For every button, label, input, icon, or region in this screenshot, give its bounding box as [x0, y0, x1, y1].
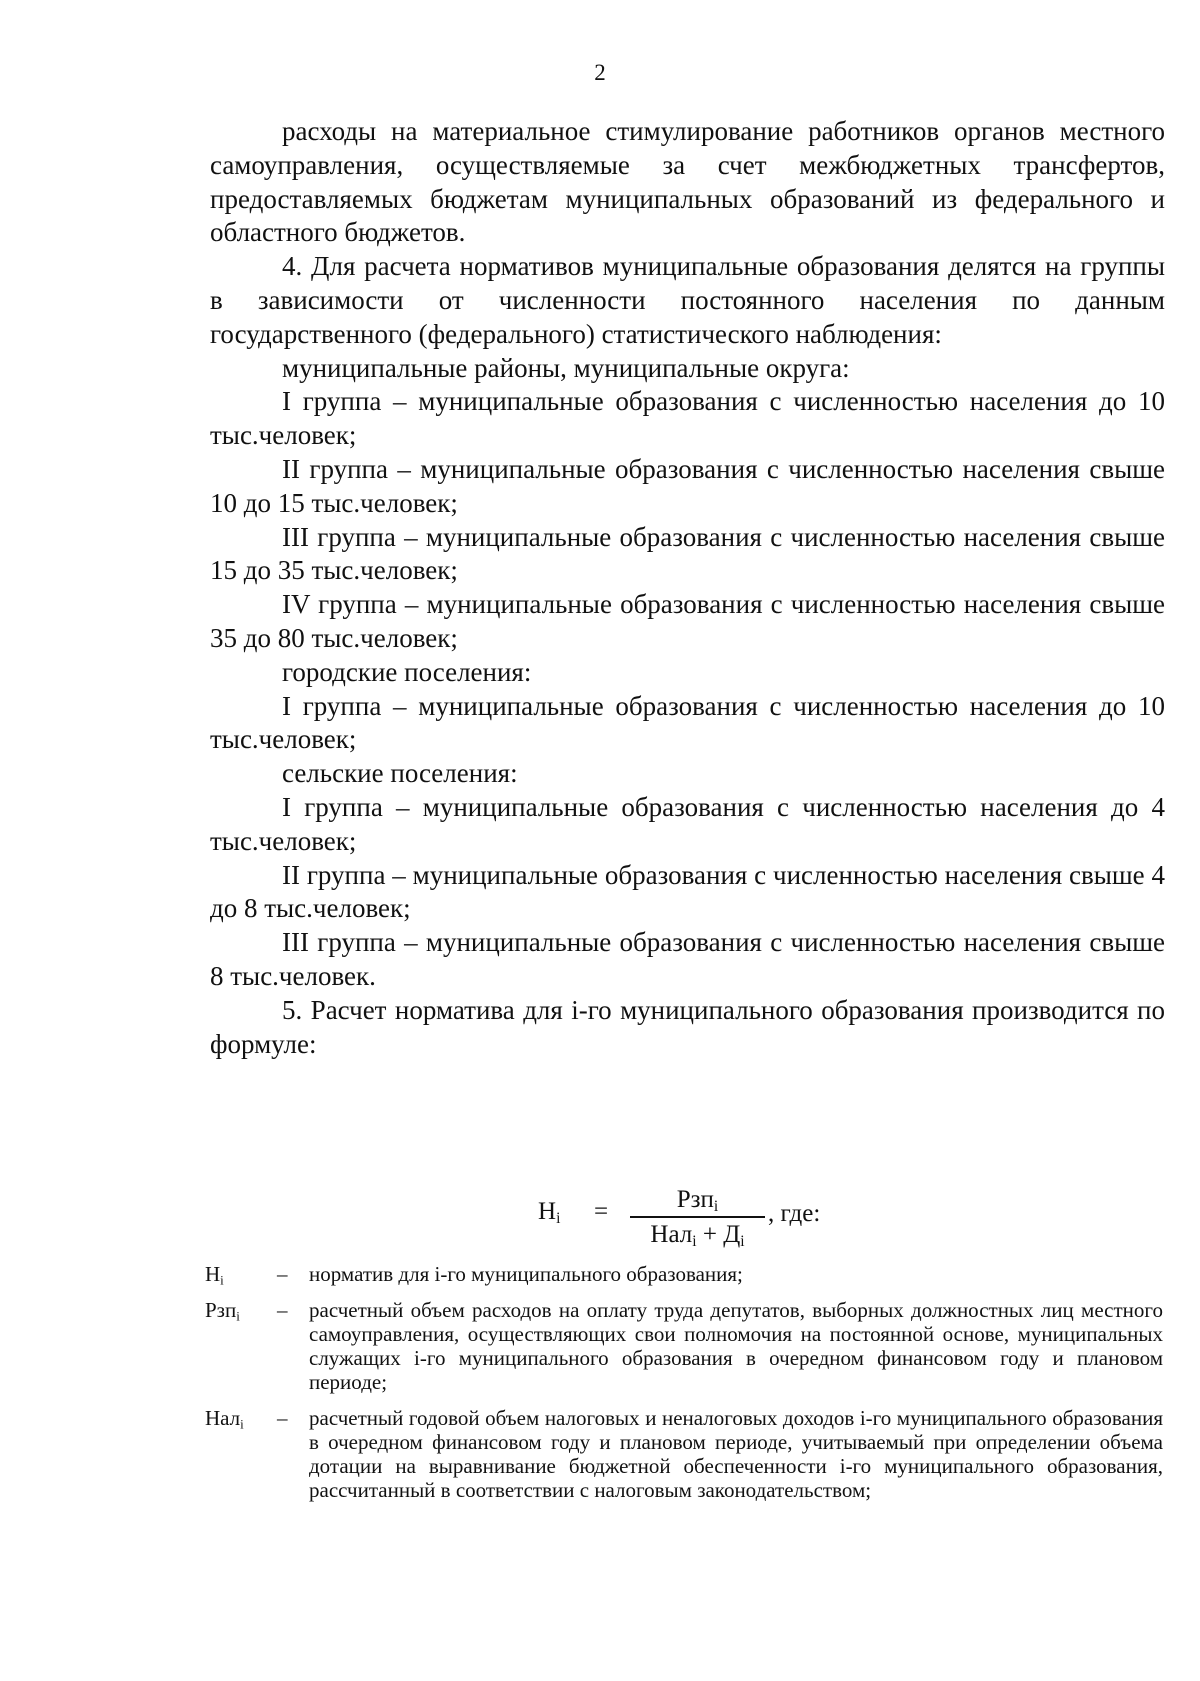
- paragraph: II группа – муниципальные образования с численностью населения свыше 4 до 8 тыс.человек;: [210, 859, 1165, 924]
- paragraph: расходы на материальное стимулирование работников органов местного самоуправления, осуществляемые за счет межбюджетных трансфертов, предоставляемых бюджетам муниципальных образований из федерального и областного бюджетов.: [210, 116, 1165, 248]
- paragraph: сельские поселения:: [282, 758, 518, 789]
- body-text: [210, 115, 1165, 1061]
- definition-text: расчетный годовой объем налоговых и неналоговых доходов i-го муниципального образования в очередном финансовом году и плановом периоде, учитываемый при определении объема дотации на выравнивание бюджетной обеспеченности i-го муниципального образования, рассчитанный в соответствии с налоговым законодательством;: [309, 1406, 1163, 1502]
- definition-dash: –: [277, 1262, 288, 1286]
- paragraph: IV группа – муниципальные образования с численностью населения свыше 35 до 80 тыс.человек;: [210, 589, 1165, 653]
- paragraph: I группа – муниципальные образования с численностью населения до 10 тыс.человек;: [210, 386, 1165, 451]
- definition-dash: –: [277, 1298, 288, 1322]
- paragraph: 4. Для расчета нормативов муниципальные образования делятся на группы в зависимости от численности постоянного населения по данным государственного (федерального) статистического наблюдения:: [210, 251, 1165, 349]
- paragraph: муниципальные районы, муниципальные округа:: [282, 352, 850, 383]
- paragraph: III группа – муниципальные образования с численностью населения свыше 15 до 35 тыс.человек;: [210, 521, 1165, 586]
- definition-text: расчетный объем расходов на оплату труда депутатов, выборных должностных лиц местного самоуправления, осуществляющих свои полномочия на постоянной основе, муниципальных служащих i-го муниципального образования в очередном финансовом году и плановом периоде;: [309, 1298, 1163, 1394]
- formula-numerator: Рзп$_i$: [676, 1186, 719, 1215]
- paragraph: II группа – муниципальные образования с численностью населения свыше 10 до 15 тыс.человек;: [210, 453, 1165, 518]
- definition-term: $Н_i$: [205, 1262, 224, 1288]
- paragraph: I группа – муниципальные образования с численностью населения до 10 тыс.человек;: [210, 690, 1165, 755]
- formula-where: , где:: [768, 1200, 821, 1227]
- formula-fraction: [630, 1186, 765, 1249]
- formula-denominator: $Нал_i + Д_i$: [650, 1220, 745, 1250]
- formula-lhs: $Н_i$: [538, 1198, 561, 1227]
- definition-text: норматив для i-го муниципального образования;: [309, 1262, 743, 1286]
- definitions-list: [205, 1262, 1163, 1514]
- definition-term: Нал$_i$: [205, 1406, 244, 1432]
- definition-item: [205, 1406, 1163, 1502]
- page-number: 2: [594, 60, 606, 85]
- definition-item: [205, 1298, 1163, 1394]
- paragraph: 5. Расчет норматива для i-го муниципального образования производится по формуле:: [210, 994, 1165, 1059]
- paragraph: I группа – муниципальные образования с численностью населения до 4 тыс.человек;: [210, 791, 1165, 856]
- fraction-bar: [630, 1216, 765, 1218]
- paragraph: городские поселения:: [282, 656, 532, 687]
- definition-dash: –: [277, 1406, 288, 1430]
- paragraph: III группа – муниципальные образования с численностью населения свыше 8 тыс.человек.: [210, 927, 1165, 991]
- formula-equals: =: [594, 1198, 609, 1225]
- formula: [538, 1186, 868, 1266]
- definition-item: [205, 1262, 1163, 1286]
- definition-term: Рзп$_i$: [205, 1298, 240, 1324]
